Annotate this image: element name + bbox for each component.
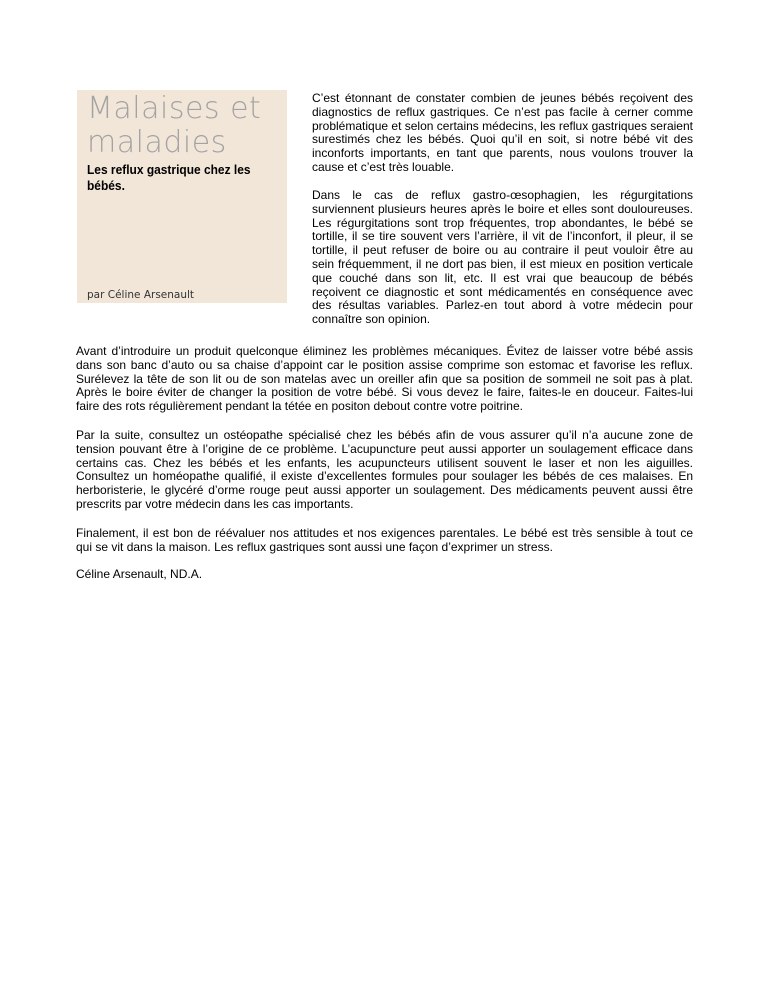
paragraph-symptoms: Dans le cas de reflux gastro-œsophagien, les régurgitations surviennent plusieurs heures après le boire et elles sont douloureuses. Les régurgitations sont trop fréquentes, trop abondantes, le bébé se tortille, il se tire souvent vers l’arrière, il vit de l’inconfort, il pleur, il se tortille, il peut refuser de boire ou au contraire il peut vouloir être au sein fréquemment, il ne dort pas bien, il est mieux en position verticale que couché dans son lit, etc. Il est vrai que beaucoup de bébés reçoivent ce diagnostic et sont médicamentés en conséquence avec des résultas variables. Parlez-en tout abord à votre médecin pour connaître son opinion. <box>312 188 693 327</box>
paragraph-conclusion: Finalement, il est bon de réévaluer nos attitudes et nos exigences parentales. Le bébé est très sensible à tout ce qui se vit dans la maison. Les reflux gastriques sont aussi une façon d’exprimer un stress. <box>76 526 693 554</box>
paragraph-intro: C’est étonnant de constater combien de jeunes bébés reçoivent des diagnostics de reflux gastriques. Ce n’est pas facile à cerner comme problématique et selon certains médecins, les reflux gastriques seraient surestimés chez les bébés. Quoi qu’il en soit, si notre bébé vit des inconforts importants, en tant que parents, nous voulons trouver la cause et c’est très louable. <box>312 91 693 174</box>
byline: par Céline Arsenault <box>87 289 195 301</box>
article-subtitle: Les reflux gastrique chez les bébés. <box>87 162 251 193</box>
signature: Céline Arsenault, ND.A. <box>76 567 203 581</box>
article-title: Malaises et maladies <box>87 91 262 160</box>
paragraph-consult: Par la suite, consultez un ostéopathe spécialisé chez les bébés afin de vous assurer qu’il n’a aucune zone de tension pouvant être à l’origine de ce problème. L’acupuncture peut aussi apporter un soulagement efficace dans certains cas. Chez les bébés et les enfants, les acupuncteurs utilisent souvent le laser et non les aiguilles. Consultez un homéopathe qualifié, il existe d’excellentes formules pour soulager les bébés de ces malaises. En herboristerie, le glycéré d’orme rouge peut aussi apporter un soulagement. Des médicaments peuvent aussi être prescrits par votre médecin dans les cas importants. <box>76 428 693 511</box>
paragraph-mechanical: Avant d’introduire un produit quelconque éliminez les problèmes mécaniques. Évitez de laisser votre bébé assis dans son banc d’auto ou sa chaise d’appoint car le position assise comprime son estomac et favorise les reflux. Surélevez la tête de son lit ou de son matelas avec un oreiller afin que sa position de sommeil ne soit pas à plat. Après le boire éviter de changer la position de votre bébé. Si vous devez le faire, faites-le en douceur. Faites-lui faire des rots régulièrement pendant la tétée en positon debout contre votre poitrine. <box>76 344 693 414</box>
